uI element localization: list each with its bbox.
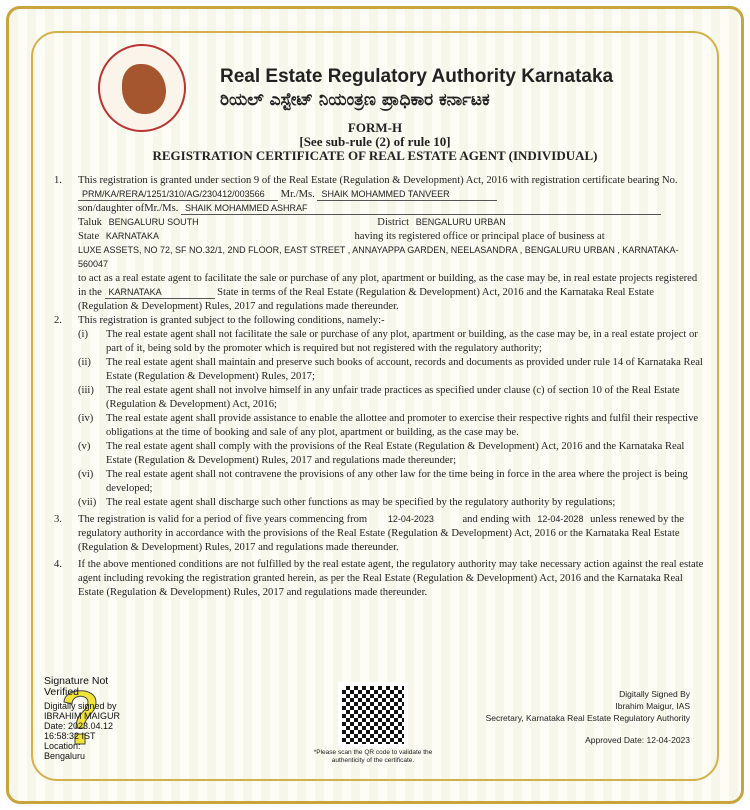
certificate-body [54, 174, 706, 600]
signature-status: Signature Not Verified [44, 675, 109, 698]
label: son/daughter ofMr./Ms. [78, 203, 179, 214]
signer-title: Secretary, Karnataka Real Estate Regulatory Authority [485, 713, 690, 723]
signature-line: IBRAHIM MAIGUR [44, 711, 121, 721]
approved-date: Approved Date: 12-04-2023 [585, 735, 690, 745]
state: KARNATAKA [105, 231, 160, 241]
certificate-heading: REGISTRATION CERTIFICATE OF REAL ESTATE AGENT (INDIVIDUAL) [152, 148, 598, 163]
label: Mr./Ms. [280, 189, 315, 200]
section-4 [54, 558, 706, 600]
numeral: (iv) [78, 413, 94, 424]
qr-code [338, 682, 408, 748]
signed-by-label: Digitally Signed By [619, 689, 690, 699]
text: The real estate agent shall not contravene the provisions of any other law for the time being in force in the area where the project is being developed; [106, 469, 688, 494]
text: to act as a real estate agent to facilitate the sale or purchase of any plot, apartment or building, as the case may be, in real estate projects registered in the [78, 273, 698, 298]
text: The real estate agent shall not involve himself in any unfair trade practices as specified under clause (c) of section 10 of the Real Estate (Regulation & Development) Act, 2016; [106, 385, 680, 410]
numeral: (vii) [78, 497, 97, 508]
numeral: (v) [78, 441, 91, 452]
text: This registration is granted subject to the following conditions, namely:- [78, 315, 385, 326]
signature-line: Bengaluru [44, 751, 86, 761]
numeral: (i) [78, 329, 88, 340]
label: District [377, 217, 410, 228]
numeral: (ii) [78, 357, 91, 368]
address: LUXE ASSETS, NO 72, SF NO.32/1, 2ND FLOOR, EAST STREET , ANNAYAPPA GARDEN, NEELASANDRA , BENGALURU URBAN , KARNATAKA-560047 [78, 245, 679, 269]
section-number: 4. [54, 559, 62, 570]
text: State in terms of the Real Estate (Regulation & Development) Act, 2016 and the Karnataka Real Estate (Regulation & Development) Rules, 2017 and regulations made thereunder. [78, 287, 655, 312]
numeral: (iii) [78, 385, 94, 396]
form-name: FORM-H [347, 120, 403, 135]
section-number: 3. [54, 514, 62, 525]
text: The registration is valid for a period of five years commencing from [78, 514, 368, 525]
condition [54, 496, 706, 510]
taluk: BENGALURU SOUTH [108, 217, 199, 227]
registration-number: PRM/KA/RERA/1251/310/AG/230412/003566 [78, 189, 278, 201]
text: The real estate agent shall provide assistance to enable the allottee and promoter to exercise their respective rights and fulfil their respective obligations at the time of booking and sale of any plot, apartment or building, as the case may be. [106, 413, 699, 438]
form-rule: [See sub-rule (2) of rule 10] [299, 134, 451, 149]
district: BENGALURU URBAN [415, 217, 506, 227]
condition [54, 328, 706, 356]
digital-signature-block[interactable] [44, 676, 124, 761]
parent-name: SHAIK MOHAMMED ASHRAF [181, 203, 661, 215]
section-3 [54, 513, 706, 555]
condition [54, 384, 706, 412]
text: having its registered office or principal place of business at [354, 231, 605, 242]
signer-name: Ibrahim Maigur, IAS [615, 701, 690, 711]
section-number: 2. [54, 315, 62, 326]
text: The real estate agent shall discharge such other functions as may be specified by the regulatory authority by regulations; [106, 497, 616, 508]
signed-by-block [486, 688, 690, 746]
section-1 [54, 174, 706, 314]
authority-title-kannada: ರಿಯಲ್ ಎಸ್ಟೇಟ್ ನಿಯಂತ್ರಣ ಪ್ರಾಧಿಕಾರ ಕರ್ನಾಟಕ [220, 90, 490, 110]
text: The real estate agent shall maintain and preserve such books of account, records and documents as provided under rule 14 of Karnataka Real Estate (Regulation & Development) Rules, 2017; [106, 357, 703, 382]
text: unless renewed by the regulatory authority in accordance with the provisions of the Real Estate (Regulation & Development) Act, 2016 or the Karnataka Real Estate (Regulation & Development) Rules, 2017 and regulations made thereunder. [78, 514, 684, 553]
condition [54, 440, 706, 468]
condition [54, 356, 706, 384]
section-2 [54, 314, 706, 328]
condition [54, 468, 706, 496]
valid-from: 12-04-2023 [387, 514, 434, 524]
text: If the above mentioned conditions are not fulfilled by the real estate agent, the regulatory authority may take necessary action against the real estate agent including revoking the registration granted herein, as per the Real Estate (Regulation & Development) Act, 2016 and the Karnataka Real Estate (Regulation & Development) Rules, 2017 and regulations made thereunder. [78, 559, 704, 598]
condition [54, 412, 706, 440]
text: The real estate agent shall comply with the provisions of the Real Estate (Regulation & Development) Act, 2016 and the Karnataka Real Estate (Regulation & Development) Rules, 2017 and regulations made thereunder; [106, 441, 685, 466]
authority-title: Real Estate Regulatory Authority Karnataka [220, 66, 614, 87]
valid-to: 12-04-2028 [537, 514, 584, 524]
signature-line: 16:58:32 IST [44, 731, 96, 741]
qr-note: *Please scan the QR code to validate the authenticity of the certificate. [313, 749, 433, 764]
section-number: 1. [54, 175, 62, 186]
signature-line: Location: [44, 741, 81, 751]
signature-line: Digitally signed by [44, 701, 117, 711]
project-state: KARNATAKA [105, 287, 215, 299]
text: and ending with [462, 514, 531, 525]
signature-line: Date: 2023.04.12 [44, 721, 114, 731]
text: This registration is granted under section 9 of the Real Estate (Regulation & Development) Act, 2016 with registration certificate bearing No. [78, 175, 678, 186]
rera-logo [98, 44, 186, 132]
karnataka-map-icon [122, 64, 166, 114]
label: Taluk [78, 217, 102, 228]
label: State [78, 231, 100, 242]
agent-name: SHAIK MOHAMMED TANVEER [317, 189, 497, 201]
text: The real estate agent shall not facilitate the sale or purchase of any plot, apartment or building, as the case may be, in a real estate project or part of it, being sold by the promoter which is required but not registered with the regulatory authority; [106, 329, 698, 354]
numeral: (vi) [78, 469, 94, 480]
